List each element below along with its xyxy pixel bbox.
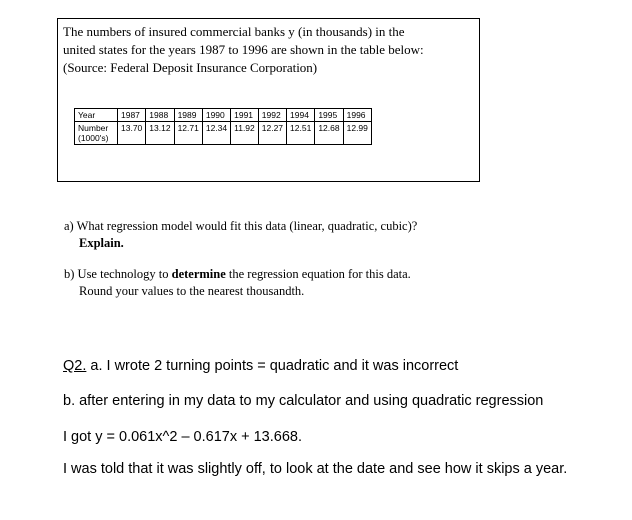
number-cell: 13.70 [118, 122, 146, 145]
data-table [74, 108, 372, 145]
number-cell: 12.27 [258, 122, 286, 145]
number-cell: 13.12 [146, 122, 174, 145]
year-row [75, 109, 372, 122]
question-a [64, 218, 417, 252]
question-a-line2 [64, 235, 417, 252]
number-cell: 12.34 [202, 122, 230, 145]
question-b [64, 266, 411, 300]
number-header-line1: Number [78, 123, 109, 133]
question-b-line2: Round your values to the nearest thousandth. [79, 284, 305, 298]
number-cell: 12.99 [343, 122, 371, 145]
problem-intro [63, 23, 473, 77]
answer-line-3: I got y = 0.061x^2 – 0.617x + 13.668. [63, 429, 302, 445]
question-b-pre: b) Use technology to [64, 267, 172, 281]
q2-label: Q2. [63, 358, 87, 374]
question-b-bold: determine [171, 267, 226, 281]
number-cell: 12.68 [315, 122, 343, 145]
question-b-post: the regression equation for this data. [225, 267, 411, 281]
number-row [75, 122, 372, 145]
year-cell: 1990 [202, 109, 230, 122]
year-cell: 1994 [287, 109, 315, 122]
year-cell: 1995 [315, 109, 343, 122]
number-cell: 12.51 [287, 122, 315, 145]
answer-line-1-text: a. I wrote 2 turning points = quadratic and it was incorrect [86, 358, 459, 374]
year-cell: 1996 [343, 109, 371, 122]
number-header [75, 122, 118, 145]
year-cell: 1989 [174, 109, 202, 122]
intro-line: The numbers of insured commercial banks y (in thousands) in the [63, 24, 405, 39]
answer-line-2: b. after entering in my data to my calculator and using quadratic regression [63, 393, 544, 409]
year-cell: 1987 [118, 109, 146, 122]
year-header: Year [75, 109, 118, 122]
intro-line: (Source: Federal Deposit Insurance Corporation) [63, 60, 318, 75]
problem-box [57, 18, 480, 182]
number-header-line2: (1000's) [78, 133, 109, 143]
number-cell: 12.71 [174, 122, 202, 145]
year-cell: 1992 [258, 109, 286, 122]
intro-line: united states for the years 1987 to 1996 are shown in the table below: [63, 42, 424, 57]
answer-line-1 [63, 357, 458, 375]
year-cell: 1988 [146, 109, 174, 122]
number-cell: 11.92 [231, 122, 259, 145]
question-a-explain: Explain. [79, 236, 124, 250]
question-a-line1: a) What regression model would fit this data (linear, quadratic, cubic)? [64, 219, 418, 233]
year-cell: 1991 [231, 109, 259, 122]
answer-line-4: I was told that it was slightly off, to look at the date and see how it skips a year. [63, 461, 568, 477]
question-b-line1 [64, 266, 411, 283]
